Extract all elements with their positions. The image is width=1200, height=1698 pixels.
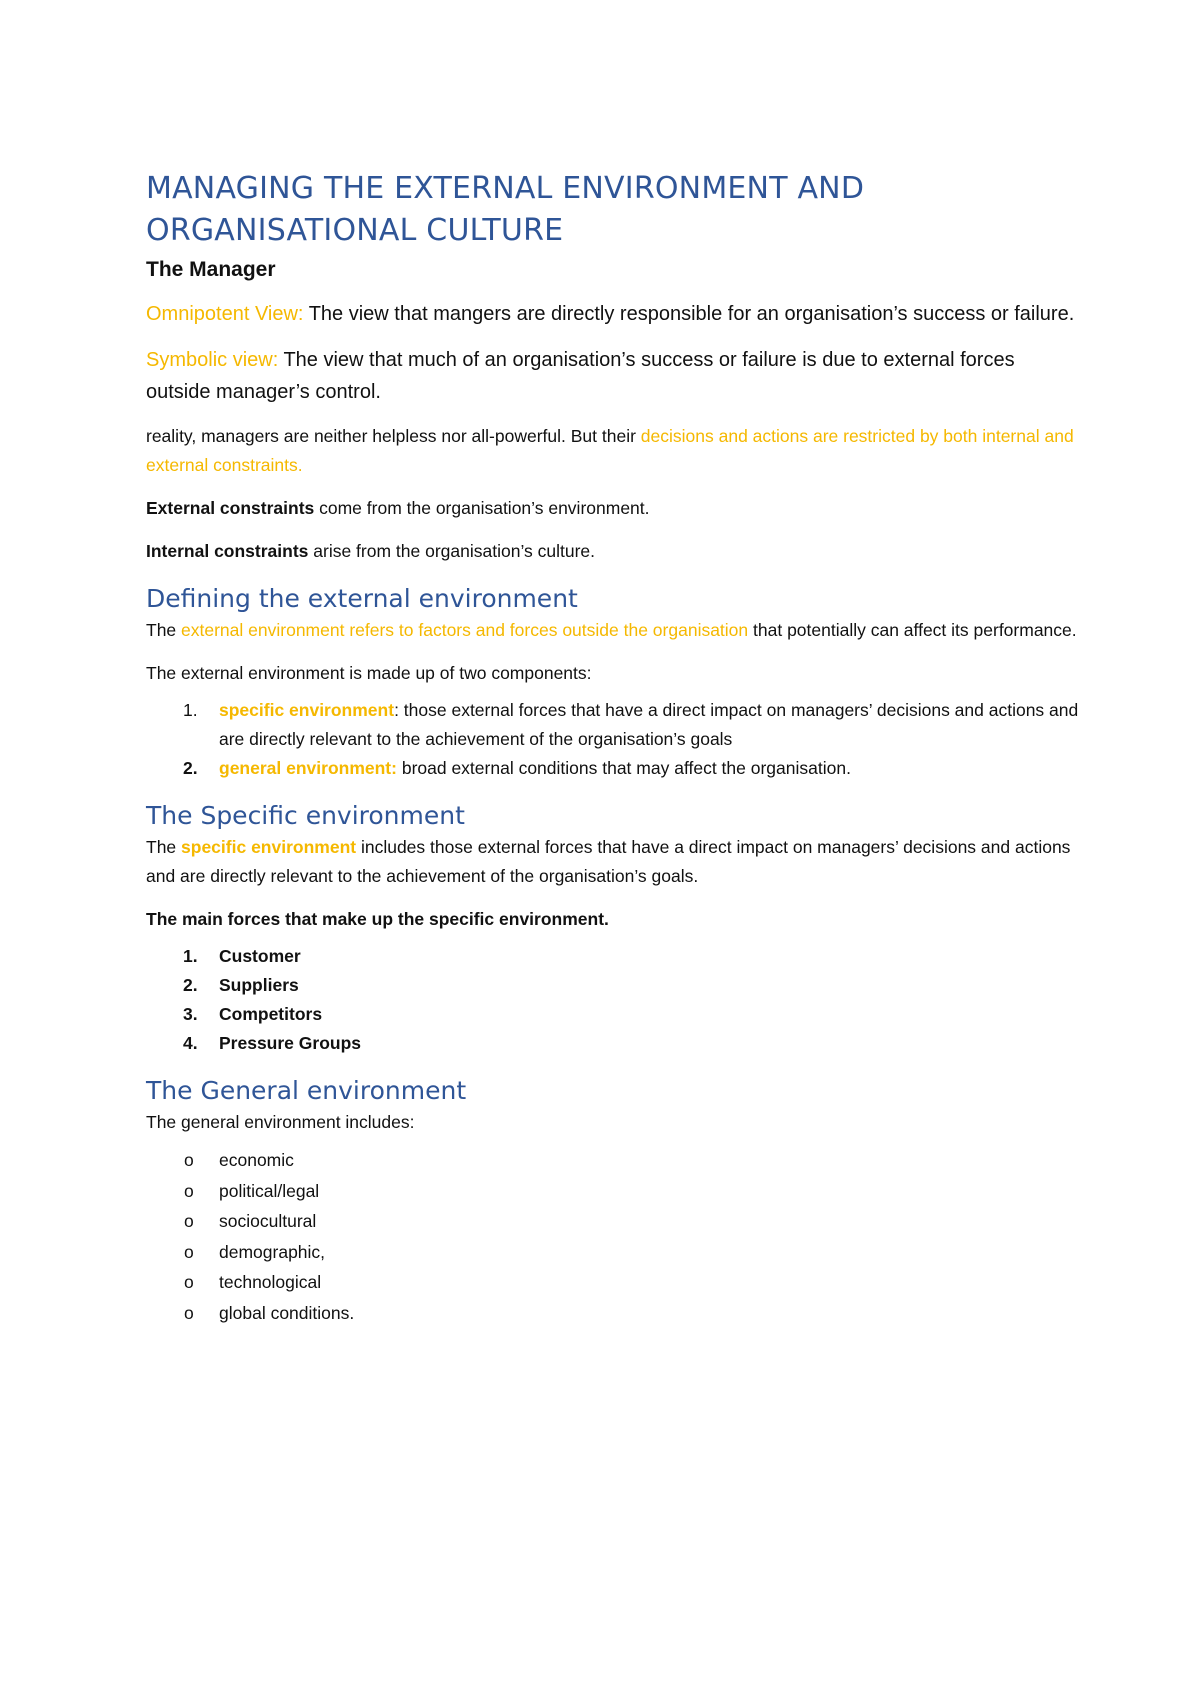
specific-environment-heading: The Specific environment — [146, 801, 465, 830]
forces-list — [146, 942, 1081, 1058]
force-label: Competitors — [219, 1004, 323, 1024]
definition-highlight: external environment refers to factors and forces outside the organisation — [181, 620, 749, 640]
general-item-label: technological — [219, 1272, 322, 1292]
reality-paragraph — [146, 422, 1081, 480]
list-number: 1. — [183, 946, 198, 966]
internal-constraints-term: Internal constraints — [146, 541, 309, 561]
symbolic-view-text: The view that much of an organisation’s success or failure is due to external forces outside manager’s control. — [146, 349, 1015, 403]
specific-environment-paragraph — [146, 833, 1081, 891]
specific-post: includes those external forces that have a direct impact on managers’ decisions and actions and are directly relevant to the achievement of the organisation’s goals. — [146, 837, 1071, 886]
internal-constraints-text: arise from the organisation’s culture. — [308, 541, 596, 561]
bullet-icon: o — [184, 1180, 194, 1201]
list-number: 2. — [183, 975, 198, 995]
general-item-label: demographic, — [219, 1241, 326, 1262]
title-line-1: MANAGING THE EXTERNAL ENVIRONMENT AND — [146, 171, 865, 206]
reality-text: reality, managers are neither helpless nor all-powerful. But their — [146, 426, 641, 446]
list-item — [146, 696, 1081, 754]
list-item — [146, 1237, 1081, 1268]
title-line-2: ORGANISATIONAL CULTURE — [146, 213, 564, 248]
internal-constraints-paragraph — [146, 537, 1081, 566]
specific-pre: The — [146, 837, 182, 857]
external-constraints-paragraph — [146, 494, 1081, 523]
list-item — [146, 942, 1081, 971]
general-environment-intro: The general environment includes: — [146, 1112, 415, 1132]
general-item-label: political/legal — [219, 1180, 320, 1201]
omnipotent-view-label: Omnipotent View: — [146, 303, 304, 325]
bullet-icon: o — [184, 1272, 194, 1292]
list-number: 2. — [183, 758, 198, 778]
external-constraints-term: External constraints — [146, 498, 315, 518]
list-number: 1. — [183, 700, 198, 720]
force-label: Customer — [219, 946, 301, 966]
list-number: 3. — [183, 1004, 198, 1024]
bullet-icon: o — [184, 1211, 194, 1231]
general-environment-heading: The General environment — [146, 1076, 467, 1105]
force-label: Suppliers — [219, 975, 299, 995]
bullet-icon: o — [184, 1150, 194, 1170]
general-item-label: global conditions. — [219, 1302, 355, 1323]
document-content — [146, 168, 1081, 1328]
bullet-icon: o — [184, 1302, 194, 1323]
omnipotent-view-paragraph — [146, 298, 1081, 330]
component-term: specific environment — [219, 700, 395, 720]
specific-highlight: specific environment — [181, 837, 357, 857]
component-text: : those external forces that have a direct impact on managers’ decisions and actions and are directly relevant to the achievement of the organisation’s goals — [219, 700, 1079, 749]
list-item — [146, 1267, 1081, 1298]
list-number: 4. — [183, 1033, 198, 1053]
manager-heading: The Manager — [146, 258, 276, 281]
component-term: general environment: — [219, 758, 397, 778]
general-environment-list — [146, 1145, 1081, 1328]
general-item-label: economic — [219, 1150, 294, 1170]
list-item — [146, 1176, 1081, 1207]
list-item — [146, 1145, 1081, 1176]
list-item — [146, 1029, 1081, 1058]
bullet-icon: o — [184, 1241, 194, 1262]
omnipotent-view-text: The view that mangers are directly responsible for an organisation’s success or failure. — [303, 303, 1075, 325]
list-item — [146, 1000, 1081, 1029]
list-item — [146, 1206, 1081, 1237]
main-forces-heading: The main forces that make up the specific environment. — [146, 909, 609, 929]
defining-external-environment-heading: Defining the external environment — [146, 584, 578, 613]
definition-post: that potentially can affect its performance. — [748, 620, 1077, 640]
external-constraints-text: come from the organisation’s environment. — [314, 498, 650, 518]
components-list — [146, 696, 1081, 783]
components-intro: The external environment is made up of two components: — [146, 663, 592, 683]
definition-pre: The — [146, 620, 182, 640]
force-label: Pressure Groups — [219, 1033, 361, 1053]
external-environment-definition — [146, 616, 1081, 645]
list-item — [146, 1298, 1081, 1329]
document-title — [146, 168, 1081, 252]
component-text: broad external conditions that may affect the organisation. — [396, 758, 851, 778]
general-item-label: sociocultural — [219, 1211, 317, 1231]
symbolic-view-label: Symbolic view: — [146, 349, 279, 371]
list-item — [146, 971, 1081, 1000]
list-item — [146, 754, 1081, 783]
reality-highlight: decisions and actions are restricted by both internal and external constraints. — [146, 426, 1074, 475]
symbolic-view-paragraph — [146, 344, 1081, 408]
